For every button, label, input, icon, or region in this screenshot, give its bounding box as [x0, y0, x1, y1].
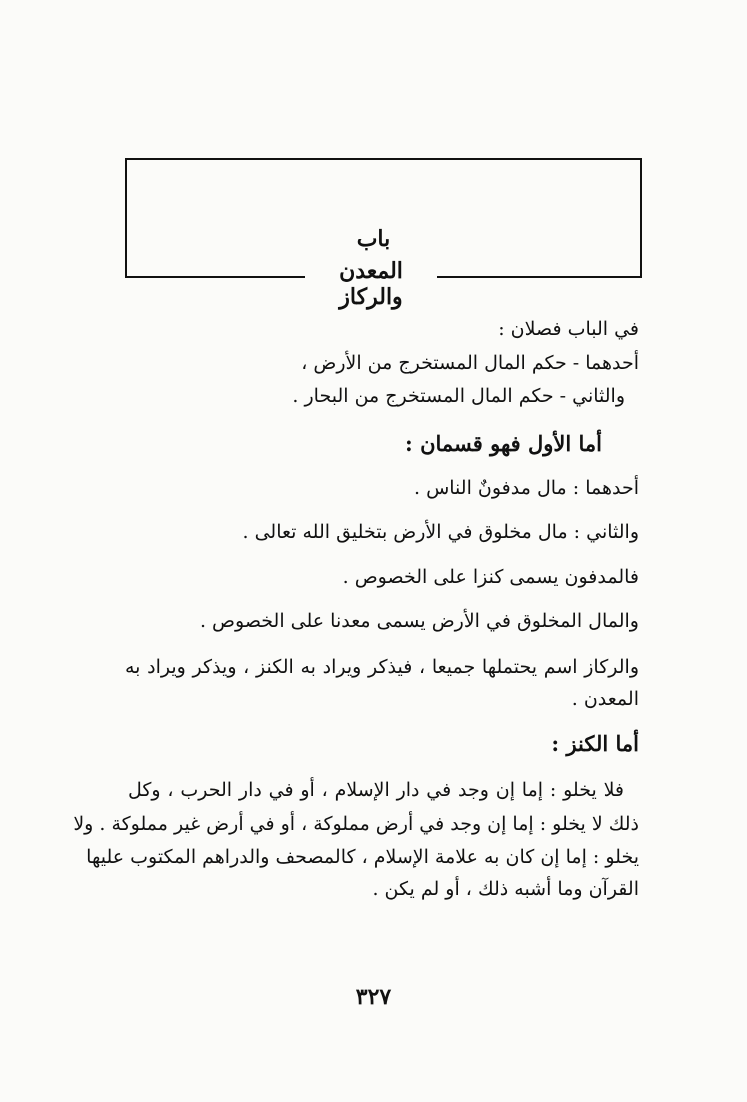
chapter-label: باب: [356, 226, 391, 252]
section-heading: أما الكنز :: [551, 731, 639, 756]
body-line: أحدهما - حكم المال المستخرج من الأرض ،: [301, 352, 639, 374]
body-line: فالمدفون يسمى كنزا على الخصوص .: [342, 566, 639, 588]
body-line: فلا يخلو : إما إن وجد في دار الإسلام ، أو في دار الحرب ، وكل: [128, 779, 624, 801]
body-line: في الباب فصلان :: [498, 318, 639, 340]
body-line: المعدن .: [571, 688, 639, 710]
body-line: ذلك لا يخلو : إما إن وجد في أرض مملوكة ، أو في أرض غير مملوكة . ولا: [73, 813, 639, 835]
page-number: ٣٢٧: [355, 984, 392, 1010]
title-rule-right: [437, 276, 642, 278]
body-line: والثاني : مال مخلوق في الأرض بتخليق الله تعالى .: [242, 521, 639, 543]
section-heading: أما الأول فهو قسمان :: [405, 431, 602, 456]
body-line: يخلو : إما إن كان به علامة الإسلام ، كالمصحف والدراهم المكتوب عليها: [86, 846, 639, 868]
body-line: والركاز اسم يحتملها جميعا ، فيذكر ويراد به الكنز ، ويذكر ويراد به: [125, 656, 639, 678]
title-rule-left: [125, 276, 305, 278]
body-line: والمال المخلوق في الأرض يسمى معدنا على الخصوص .: [199, 610, 639, 632]
chapter-title: المعدن والركاز: [339, 258, 403, 310]
body-line: والثاني - حكم المال المستخرج من البحار .: [292, 385, 625, 407]
body-line: القرآن وما أشبه ذلك ، أو لم يكن .: [372, 878, 639, 900]
body-line: أحدهما : مال مدفونٌ الناس .: [414, 477, 639, 499]
